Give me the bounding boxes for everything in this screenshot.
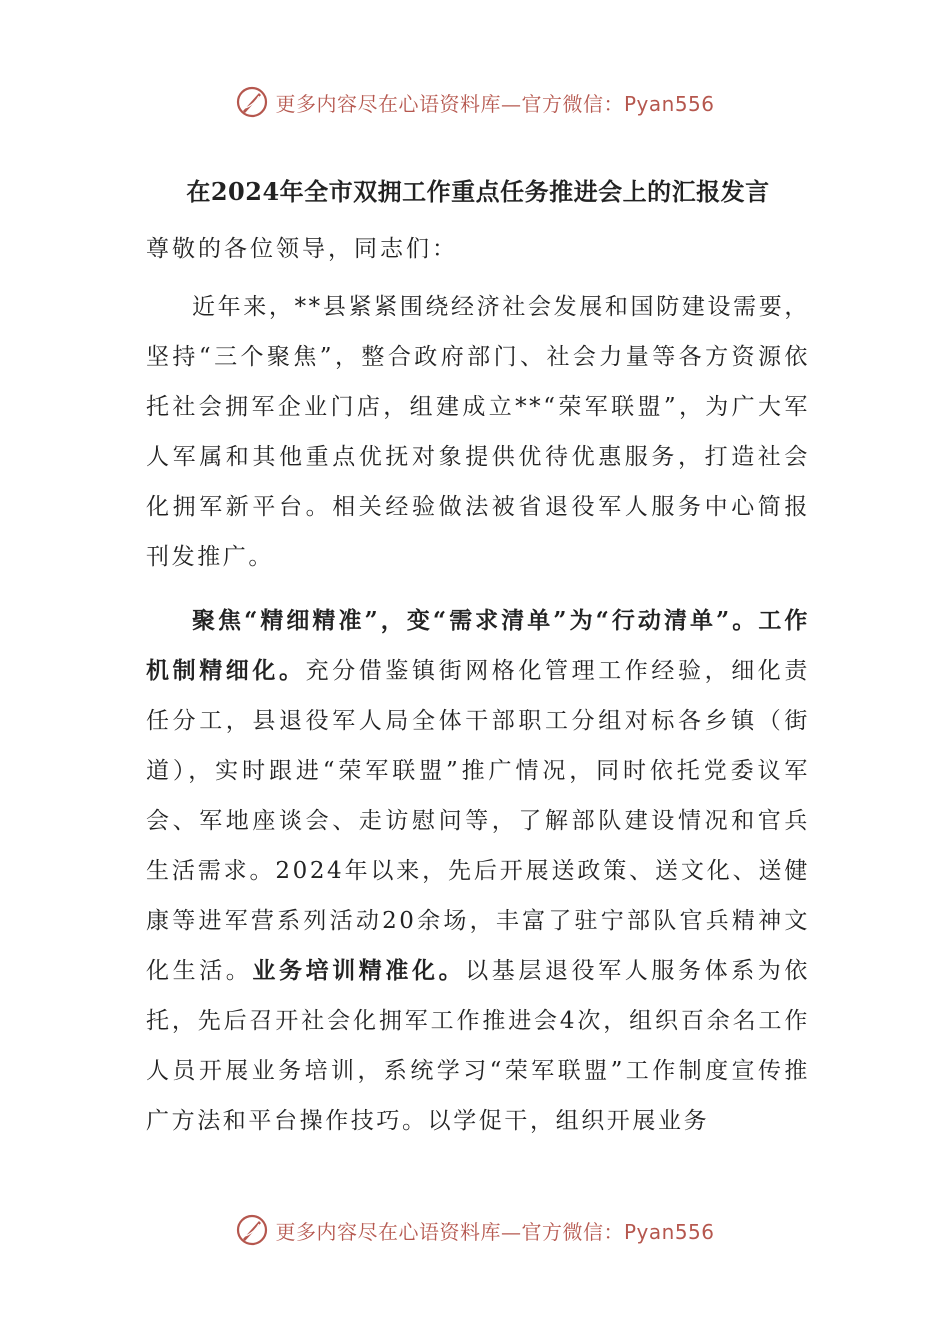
banner-wechat-id: Pyan556 bbox=[623, 91, 715, 116]
section1-sub2-heading: 业务培训精准化。 bbox=[252, 957, 466, 984]
banner-text bbox=[275, 88, 714, 117]
salutation: 尊敬的各位领导，同志们： bbox=[146, 236, 458, 262]
section1-sub1-body: 充分借鉴镇街网格化管理工作经验，细化责任分工，县退役军人局全体干部职工分组对标各乡镇（街道），实时跟进“荣军联盟”推广情况，同时依托党委议军会、军地座谈会、走访慰问等，了解部队建设情况和官兵生活需求。2024年以来，先后开展送政策、送文化、送健康等进军营系列活动20余场，丰富了驻宁部队官兵精神文化生活。 bbox=[146, 658, 810, 984]
document-title: 在2024年全市双拥工作重点任务推进会上的汇报发言 bbox=[186, 177, 770, 206]
section1-heading: 聚焦“精细精准”，变“需求清单”为“行动清单”。 bbox=[192, 607, 759, 634]
intro-paragraph: 近年来，**县紧紧围绕经济社会发展和国防建设需要，坚持“三个聚焦”，整合政府部门、社会力量等各方资源依托社会拥军企业门店，组建成立**“荣军联盟”，为广大军人军属和其他重点优抚对象提供优待优惠服务，打造社会化拥军新平台。相关经验做法被省退役军人服务中心简报刊发推广。 bbox=[146, 294, 810, 570]
quill-pen-logo-icon bbox=[235, 1213, 269, 1247]
section1-sub1-heading: 工作机制精细化。 bbox=[146, 607, 811, 684]
banner-label: 更多内容尽在心语资料库—官方微信： bbox=[275, 1219, 624, 1244]
section1-sub2-body: 以基层退役军人服务体系为依托，先后召开社会化拥军工作推进会4次，组织百余名工作人员开展业务培训，系统学习“荣军联盟”工作制度宣传推广方法和平台操作技巧。以学促干，组织开展业务 bbox=[146, 958, 810, 1134]
footer-banner bbox=[0, 1210, 950, 1250]
quill-pen-logo-icon bbox=[235, 85, 269, 119]
banner-text bbox=[275, 1216, 714, 1245]
document-body bbox=[146, 172, 810, 1146]
banner-label: 更多内容尽在心语资料库—官方微信： bbox=[275, 91, 624, 116]
section-paragraph bbox=[146, 596, 810, 1146]
header-banner bbox=[0, 82, 950, 122]
banner-wechat-id: Pyan556 bbox=[623, 1219, 715, 1244]
